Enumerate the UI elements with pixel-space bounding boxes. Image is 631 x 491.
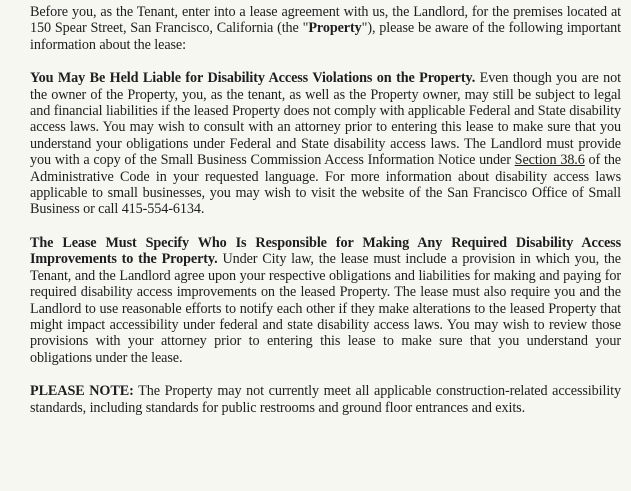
intro-text-2: "), please be aware of the following important information about the lease: (30, 20, 622, 53)
liability-paragraph (30, 70, 621, 218)
note-label: PLEASE NOTE: (30, 383, 134, 400)
section-38-6-reference: Section 38.6 (514, 152, 585, 169)
improvements-paragraph (30, 235, 621, 366)
note-paragraph (30, 383, 621, 416)
improvements-text: Under City law, the lease must include a provision in which you, the Tenant, and the Landlord agree upon your respective obligations and liabilities for making and paying for required disability access improvements on the leased Property. The lease must also require you and the Landlord to use reasonable efforts to notify each other if they make alterations to the leased Property that might impact accessibility under federal and state disability access laws. You may wish to review those provisions with your attorney prior to entering this lease to make sure that you understand your obligations under the lease. (30, 251, 621, 366)
improvements-heading: The Lease Must Specify Who Is Responsible for Making Any Required Disability Access Improvements to the Property. (30, 234, 621, 268)
property-term: Property (308, 20, 362, 37)
intro-text-1: Before you, as the Tenant, enter into a lease agreement with us, the Landlord, for the premises located at 150 Spear Street, San Francisco, California (the " (30, 4, 621, 37)
liability-heading: You May Be Held Liable for Disability Access Violations on the Property. (30, 70, 476, 87)
intro-paragraph (30, 4, 621, 53)
liability-text-2: of the Administrative Code in your requested language. For more information about disability access laws applicable to small businesses, you may wish to visit the website of the San Francisco Office of Small Business or call 415-554-6134. (30, 152, 622, 218)
note-text: The Property may not currently meet all applicable construction-related accessibility standards, including standards for public restrooms and ground floor entrances and exits. (30, 383, 621, 416)
liability-text-1: Even though you are not the owner of the Property, you, as the tenant, as well as the Property owner, may still be subject to legal and financial liabilities if the leased Property does not comply with applicable Federal and State disability access laws. You may wish to consult with an attorney prior to entering this lease to make sure that you understand your obligations under Federal and State disability access laws. The Landlord must provide you with a copy of the Small Business Commission Access Information Notice under (30, 70, 621, 169)
